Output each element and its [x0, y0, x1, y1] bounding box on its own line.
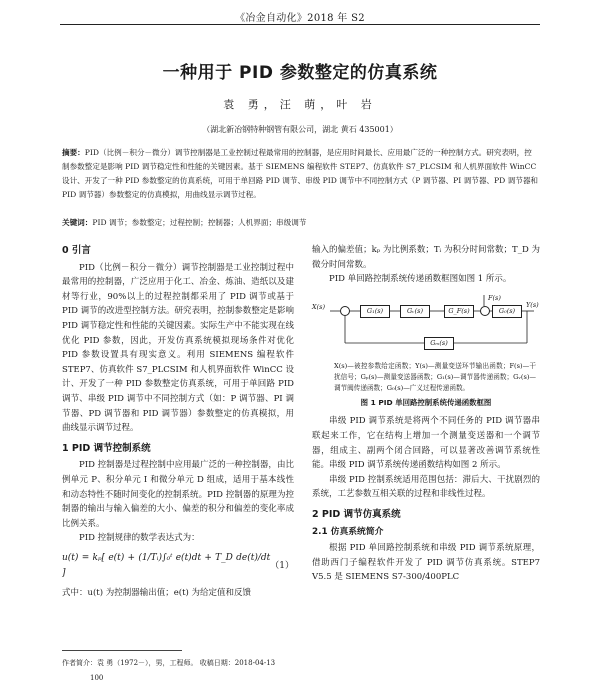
- intro-paragraph: PID（比例－积分－微分）调节控制器是工业控制过程中最常用的控制器，广泛应用于化工、冶金、炼油、造纸以及建材等行业，90%以上的过程控制都采用了 PID 调节或基于 PID 调节的改进型控制方法。研究表明，控制参数整定是影响 PID 调节稳定性和性能的关键因素。实际生产中不能实现在线优化 PID 参数，因此，开发仿真系统模拟现场条件对优化 PID 参数设置具有现实意义。利用 SIEMENS 编程软件 STEP7、仿真软件 S7_PLCSIM 和人机界面软件 WinCC 设计、开发了一种 PID 参数整定仿真系统，可用于单回路 PID 调节、串级 PID 调节中不同控制方式（如：P 调节器、PI 调节器、PD 调节器和 PID 调节器）参数整定的仿真模拟，用曲线显示调节过程。: [62, 262, 294, 434]
- block-gm: Gₘ(s): [424, 337, 454, 350]
- block-g1: G₁(s): [360, 305, 390, 318]
- sum-junction-1: [340, 306, 350, 316]
- affiliation: （湖北新冶钢特种钢管有限公司，湖北 黄石 435001）: [202, 125, 398, 134]
- right-paragraph-2: PID 单回路控制系统传递函数框图如图 1 所示。: [329, 274, 512, 285]
- figure-1-caption: 图 1 PID 单回路控制系统传递函数框图: [360, 397, 492, 407]
- section-1-heading: 1 PID 调节控制系统: [62, 442, 151, 454]
- pid-formula: [62, 546, 294, 586]
- abstract-label: 摘要：: [62, 148, 85, 157]
- section-2-1-paragraph: 根据 PID 单回路控制系统和串级 PID 调节系统原理，借助西门子编程软件开发了 PID 调节仿真系统。STEP7 V5.5 是 SIEMENS S7-300/400PLC: [312, 543, 540, 583]
- block-gv: Gᵥ(s): [400, 305, 430, 318]
- keywords-text: PID 调节；参数整定；过程控制；控制器；人机界面；串级调节: [92, 218, 307, 227]
- figure-1-block-diagram: [312, 291, 540, 361]
- section-2-heading: 2 PID 调节仿真系统: [312, 508, 401, 520]
- block-gf: G_F(s): [444, 305, 474, 318]
- figure-1-notes: X(s)—被控参数给定函数；Y(s)—测量变送环节输出函数；F(s)—干扰信号；Gₚ(s)—测量变送器函数；G₁(s)—调节器传递函数；Gᵥ(s)—调节阀传递函数；G₀(s)—广义过程传递函数。: [334, 361, 536, 392]
- right-paragraph-1: 输入的偏差值；kₚ 为比例系数；Tᵢ 为积分时间常数；T_D 为微分时间常数。: [312, 245, 540, 270]
- footnote-rule: [62, 650, 182, 651]
- right-column: [312, 243, 540, 585]
- header-rule: [60, 24, 540, 25]
- author-footnote: 作者简介：袁 勇（1972－），男，工程师。 收稿日期：2018-04-13: [62, 659, 276, 667]
- section-2-1-heading: 2.1 仿真系统简介: [312, 526, 384, 537]
- abstract-text: PID（比例－积分－微分）调节控制器是工业控制过程最常用的控制器，是应用时间最长、应用最广泛的一种控制方式。研究表明，控制参数整定是影响 PID 调节稳定性和性能的关键因素。基于 SIEMENS 编程软件 STEP7、仿真软件 S7_PLCSIM 和人机界面软件 WinCC 设计、开发了一种 PID 参数整定的仿真系统，可用于单回路 PID 调节、串级 PID 调节中不同控制方式（P 调节器、PI 调节器、PD 调节器和 PID 调节器）参数整定的仿真模拟，用曲线显示调节过程。: [62, 148, 539, 199]
- running-header: 《冶金自动化》2018 年 S2: [235, 13, 365, 24]
- section-intro-heading: 0 引言: [62, 245, 91, 256]
- abstract: [62, 146, 538, 202]
- right-paragraph-3: 串级 PID 调节系统是将两个不同任务的 PID 调节器串联起来工作，它在结构上增加一个测量变送器和一个调节器，组成主、副两个闭合回路，可以显著改善调节系统性能。串级 PID 调节系统传递函数结构如图 2 所示。: [312, 416, 540, 471]
- authors: 袁 勇，汪 萌，叶 岩: [223, 98, 377, 111]
- section-1-paragraph-1: PID 控制器是过程控制中应用最广泛的一种控制器，由比例单元 P、积分单元 I 和微分单元 D 组成，适用于基本线性和动态特性不随时间变化的控制系统。PID 控制器的原理为控制器的输出与输入偏差的大小、偏差的积分和偏差的变化率成比例关系。: [62, 460, 294, 529]
- sig-y: Y(s): [526, 300, 539, 309]
- figure-1-wires: [312, 291, 540, 361]
- keywords: [62, 217, 538, 228]
- keywords-label: 关键词：: [62, 218, 93, 227]
- left-column: [62, 238, 294, 600]
- block-go: G₀(s): [492, 305, 522, 318]
- page-number: 100: [90, 674, 104, 682]
- section-1-paragraph-3: 式中：u(t) 为控制器输出值；e(t) 为给定值和反馈: [62, 587, 252, 598]
- sum-junction-2: [480, 306, 490, 316]
- right-paragraph-4: 串级 PID 控制系统适用范围包括：滞后大、干扰剧烈的系统，工艺参数互相关联的过程和非线性过程。: [312, 474, 540, 500]
- formula-body: u(t) = kₚ[ e(t) + (1/Tᵢ)∫₀ᵗ e(t)dt + T_D de(t)/dt ]: [62, 553, 271, 578]
- formula-number: （1）: [270, 560, 294, 571]
- paper-title: 一种用于 PID 参数整定的仿真系统: [162, 63, 438, 83]
- section-1-paragraph-2: PID 控制规律的数学表达式为：: [79, 533, 200, 544]
- sig-x: X(s): [312, 302, 326, 311]
- sig-f: F(s): [488, 293, 501, 302]
